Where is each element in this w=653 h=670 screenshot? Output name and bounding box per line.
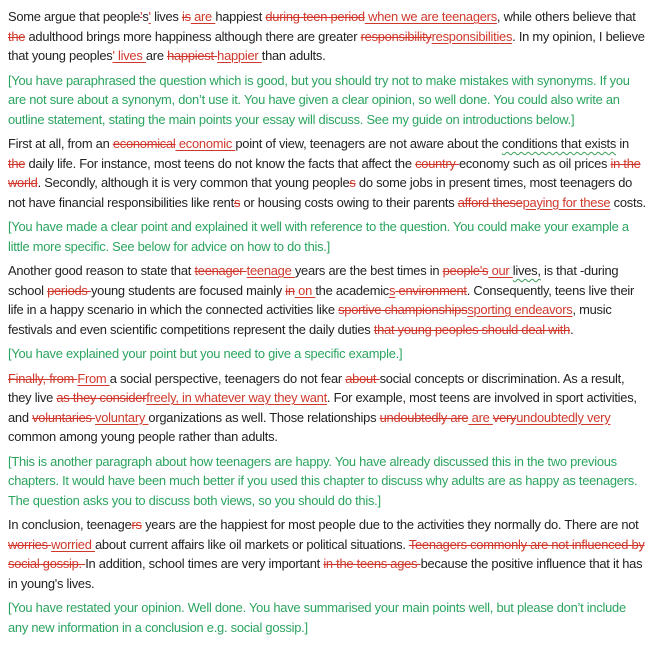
deleted-text: teenager bbox=[194, 263, 247, 278]
text-run: point of view, teenagers are not aware about the bbox=[235, 136, 502, 151]
text-run: in bbox=[616, 136, 629, 151]
text-run: . In my opinion, I believe that young peoples bbox=[8, 28, 645, 63]
text-run: costs. bbox=[610, 194, 646, 210]
text-run: , music festivals and even scientific competitions represent the daily duties bbox=[8, 302, 612, 337]
inserted-text: sporting endeavors bbox=[467, 302, 573, 317]
text-run: social concepts or discrimination. As a result, they live bbox=[8, 370, 625, 405]
text-run: is that -during school bbox=[8, 263, 619, 298]
deleted-text: Teenagers commonly are not influenced by social gossip. bbox=[8, 536, 645, 571]
essay-paragraph bbox=[8, 261, 647, 339]
deleted-text: Finally, from bbox=[8, 370, 78, 386]
deleted-text: voluntaries bbox=[32, 409, 96, 425]
teacher-comment: [This is another paragraph about how teenagers are happy. You have already discussed this in the two previous chapters. It would have been much better if you used this chapter to discuss why adults are as happy as teenagers. The question asks you to discuss both views, so you should do this.] bbox=[8, 453, 638, 508]
deleted-text: in bbox=[285, 282, 295, 298]
deleted-text: economical bbox=[112, 136, 176, 151]
essay-paragraph bbox=[8, 7, 647, 66]
deleted-text: about bbox=[345, 370, 380, 386]
deleted-text: as they consider bbox=[56, 390, 147, 405]
text-run: young students are focused mainly bbox=[90, 282, 286, 298]
deleted-text: the bbox=[8, 155, 26, 171]
text-run: adulthood brings more happiness although there are greater bbox=[25, 28, 361, 44]
text-run: are bbox=[145, 48, 168, 63]
text-run: . bbox=[570, 321, 574, 337]
deleted-text: country bbox=[415, 155, 459, 171]
text-run: a social perspective, teenagers do not fear bbox=[109, 370, 346, 386]
text-run: about current affairs like oil markets or political situations. bbox=[94, 536, 409, 552]
deleted-text: afford these bbox=[457, 194, 523, 210]
teacher-comment: [You have made a clear point and explained it well with reference to the question. You could make your example a little more specific. See below for advice on how to do this.] bbox=[8, 219, 629, 254]
teacher-comment: [You have restated your opinion. Well done. You have summarised your main points well, but please don’t include any new information in a conclusion e.g. social gossip.] bbox=[8, 600, 626, 635]
deleted-text: periods bbox=[47, 282, 91, 298]
inserted-text: ' bbox=[148, 9, 151, 24]
text-run: happiest bbox=[215, 9, 266, 24]
inserted-text: freely, in whatever way they want bbox=[146, 390, 327, 405]
text-run: . Secondly, although it is very common that young people bbox=[37, 175, 350, 190]
text-run: do some jobs in present times, most teenagers do not have financial responsibilities like rent bbox=[8, 175, 633, 210]
text-run: because the positive influence that it has in young's lives. bbox=[8, 556, 643, 591]
teacher-comment: [You have paraphrased the question which is good, but you should try not to make mistakes with synonyms. If you are not sure about a synonym, don’t use it. You have given a clear opinion, so well done. You could also write an outline statement, stating the main points your essay will discuss. See my guide on introductions below.] bbox=[8, 72, 630, 127]
deleted-text: ' bbox=[140, 9, 143, 24]
deleted-text: s bbox=[233, 194, 241, 210]
text-run: Another good reason to state that bbox=[8, 263, 195, 278]
inserted-text: are bbox=[468, 409, 493, 425]
inserted-text: undoubtedly very bbox=[516, 409, 611, 425]
inserted-text: From bbox=[77, 370, 110, 386]
text-run: economy such as oil prices bbox=[458, 155, 611, 171]
inserted-text: responsibilities bbox=[431, 28, 513, 44]
text-run: In addition, school times are very important bbox=[85, 556, 324, 571]
inserted-text: paying for these bbox=[522, 194, 611, 210]
text-run: daily life. For instance, most teens do not know the facts that affect the bbox=[25, 155, 416, 171]
text-run: . For example, most teens are involved in sport activities, and bbox=[8, 390, 637, 425]
deleted-text: worries bbox=[8, 536, 52, 552]
deleted-text: happiest bbox=[167, 48, 218, 63]
inserted-text: are bbox=[190, 9, 216, 24]
grammar-flagged-text: conditions that exists bbox=[501, 136, 617, 151]
deleted-text: very bbox=[492, 409, 517, 425]
text-run: years are the best times in bbox=[294, 263, 443, 278]
essay-paragraph bbox=[8, 369, 647, 447]
essay-document bbox=[8, 7, 647, 637]
text-run: years are the happiest for most people due to the activities they normally do. There are not bbox=[141, 517, 639, 532]
text-run: First at all, from an bbox=[8, 136, 113, 151]
deleted-text: undoubtedly are bbox=[379, 409, 469, 425]
deleted-text: the bbox=[8, 28, 26, 44]
grammar-flagged-text: lives, bbox=[512, 263, 541, 278]
inserted-text: when we are teenagers bbox=[364, 9, 497, 24]
text-run: than adults. bbox=[261, 48, 326, 63]
teacher-comment: [You have explained your point but you need to give a specific example.] bbox=[8, 346, 403, 361]
inserted-text: economic bbox=[175, 136, 236, 151]
deleted-text: in the world bbox=[8, 155, 641, 190]
text-run: common among young people rather than adults. bbox=[8, 429, 278, 444]
inserted-text: on bbox=[294, 282, 316, 298]
text-run: . Consequently, teens live their life in a happy scenario in which the connected activities like bbox=[8, 282, 635, 317]
deleted-text: that young peoples should deal with bbox=[373, 321, 571, 337]
text-run: Some argue that people bbox=[8, 9, 141, 24]
deleted-text: people's bbox=[442, 263, 489, 278]
text-run: the academic bbox=[315, 282, 389, 298]
text-run: In conclusion, teenage bbox=[8, 517, 132, 532]
text-run: s bbox=[142, 9, 149, 24]
text-run: or housing costs owing to their parents bbox=[240, 194, 458, 210]
deleted-text: rs bbox=[131, 517, 142, 532]
deleted-text: is bbox=[181, 9, 191, 24]
inserted-text: ' lives bbox=[112, 48, 146, 63]
inserted-text: s bbox=[389, 282, 396, 298]
inserted-text: teenage bbox=[246, 263, 295, 278]
inserted-text: worried bbox=[51, 536, 95, 552]
essay-paragraph bbox=[8, 134, 647, 212]
deleted-text: s bbox=[349, 175, 356, 190]
deleted-text: environment bbox=[395, 282, 467, 298]
inserted-text: voluntary bbox=[95, 409, 149, 425]
essay-paragraph bbox=[8, 515, 647, 593]
deleted-text: sportive championships bbox=[338, 302, 468, 317]
text-run: , while others believe that bbox=[496, 9, 636, 24]
inserted-text: happier bbox=[217, 48, 262, 63]
text-run: organizations as well. Those relationships bbox=[148, 409, 380, 425]
deleted-text: during teen period bbox=[265, 9, 365, 24]
text-run: lives bbox=[150, 9, 182, 24]
deleted-text: responsibility bbox=[360, 28, 432, 44]
deleted-text: in the teens ages bbox=[323, 556, 421, 571]
inserted-text: our bbox=[488, 263, 513, 278]
